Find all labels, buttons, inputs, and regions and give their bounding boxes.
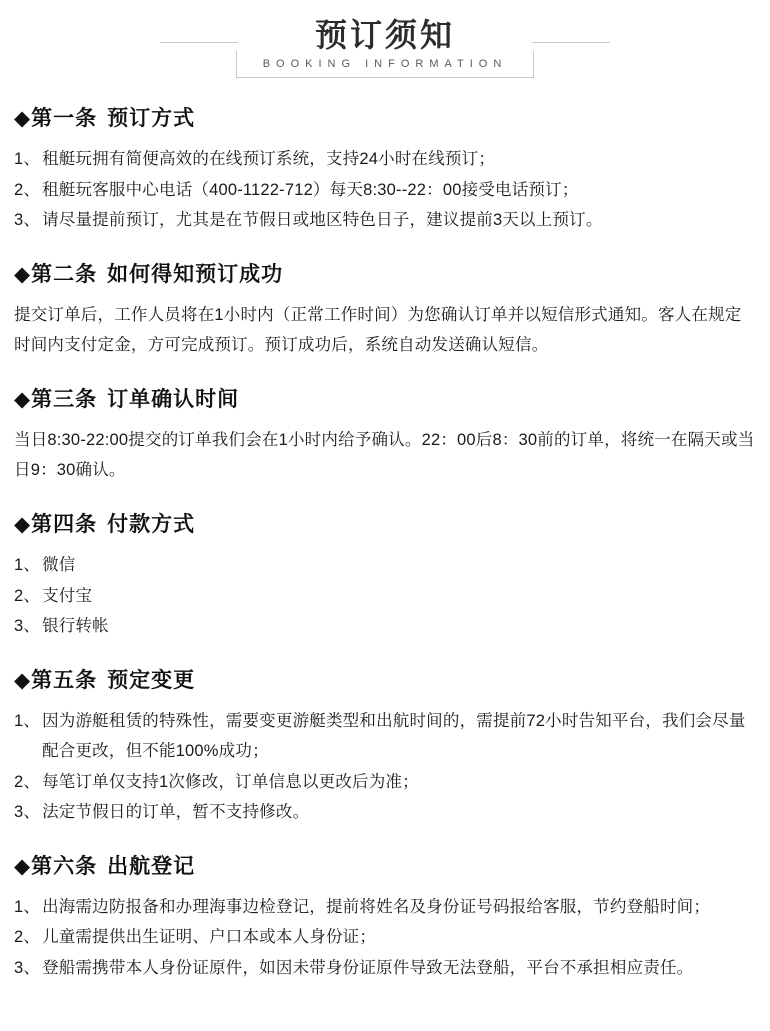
list-item (14, 581, 756, 612)
section-list (14, 706, 756, 828)
section-list (14, 144, 756, 236)
section-heading (14, 258, 756, 288)
section-title: 预定变更 (107, 668, 196, 692)
header-rule-left (160, 42, 238, 43)
section-title: 预订方式 (107, 107, 196, 131)
document-section (14, 258, 756, 361)
list-item-marker: 3、 (14, 803, 41, 822)
section-number: ◆第五条 (14, 668, 98, 692)
list-item (14, 611, 756, 642)
list-item-marker: 1、 (14, 556, 41, 574)
list-item-marker: 3、 (14, 958, 41, 977)
list-item-marker: 2、 (14, 928, 41, 947)
section-number: ◆第二条 (14, 262, 98, 286)
subtitle-box (236, 51, 535, 78)
document-section (14, 383, 756, 486)
list-item (14, 767, 756, 798)
section-number: ◆第六条 (14, 854, 98, 878)
list-item-marker: 2、 (14, 772, 41, 791)
section-list (14, 550, 756, 642)
section-title: 订单确认时间 (107, 387, 240, 411)
section-paragraph: 当日8:30-22:00提交的订单我们会在1小时内给予确认。22：00后8：30前的订单，将统一在隔天或当日9：30确认。 (14, 430, 755, 480)
list-item-marker: 2、 (14, 180, 41, 199)
document-section (14, 508, 756, 642)
page-title: 预订须知 (314, 17, 455, 53)
list-item-text: 因为游艇租赁的特殊性，需要变更游艇类型和出航时间的，需提前72小时告知平台，我们会尽量配合更改，但不能100%成功； (42, 711, 746, 761)
section-number: ◆第四条 (14, 513, 98, 536)
header-inner (236, 16, 535, 78)
list-item-text: 微信 (42, 556, 76, 574)
list-item-text: 支付宝 (42, 586, 93, 605)
section-number: ◆第一条 (14, 107, 98, 131)
section-heading (14, 508, 756, 538)
document-section (14, 102, 756, 236)
list-item (14, 892, 756, 923)
list-item-text: 银行转帐 (42, 617, 109, 636)
section-number: ◆第三条 (14, 387, 98, 411)
list-item-marker: 2、 (14, 586, 41, 605)
document-section (14, 664, 756, 828)
list-item-text: 登船需携带本人身份证原件，如因未带身份证原件导致无法登船，平台不承担相应责任。 (42, 958, 694, 977)
list-item-marker: 1、 (14, 897, 41, 916)
section-heading (14, 664, 756, 694)
list-item-marker: 3、 (14, 617, 41, 636)
list-item-text: 请尽量提前预订，尤其是在节假日或地区特色日子，建议提前3天以上预订。 (42, 211, 603, 230)
list-item (14, 922, 756, 953)
list-item (14, 175, 756, 206)
list-item-text: 每笔订单仅支持1次修改，订单信息以更改后为准； (42, 772, 419, 791)
document-section (14, 850, 756, 984)
section-list (14, 892, 756, 984)
section-body (14, 300, 756, 361)
list-item (14, 706, 756, 767)
list-item-marker: 3、 (14, 211, 41, 230)
section-heading (14, 102, 756, 132)
list-item-text: 出海需边防报备和办理海事边检登记，提前将姓名及身份证号码报给客服，节约登船时间； (42, 897, 711, 916)
list-item-text: 法定节假日的订单，暂不支持修改。 (42, 803, 310, 822)
list-item-marker: 1、 (14, 150, 41, 169)
list-item (14, 550, 756, 581)
document-header (14, 0, 756, 84)
header-rule-right (532, 42, 610, 43)
sections-container (14, 102, 756, 983)
section-title: 出航登记 (107, 854, 196, 878)
section-heading (14, 850, 756, 880)
list-item-marker: 1、 (14, 711, 41, 730)
list-item (14, 144, 756, 175)
section-body (14, 425, 756, 486)
list-item (14, 797, 756, 828)
list-item-text: 租艇玩客服中心电话（400-1122-712）每天8:30--22：00接受电话预订； (42, 180, 579, 199)
list-item (14, 953, 756, 984)
list-item-text: 儿童需提供出生证明、户口本或本人身份证； (42, 928, 377, 947)
section-paragraph: 提交订单后，工作人员将在1小时内（正常工作时间）为您确认订单并以短信形式通知。客人在规定时间内支付定金，方可完成预订。预订成功后，系统自动发送确认短信。 (14, 305, 742, 355)
page-subtitle: BOOKING INFORMATION (262, 58, 508, 71)
section-title: 如何得知预订成功 (107, 262, 284, 286)
list-item-text: 租艇玩拥有简便高效的在线预订系统，支持24小时在线预订； (42, 150, 496, 169)
section-title: 付款方式 (107, 513, 196, 536)
list-item (14, 205, 756, 236)
section-heading (14, 383, 756, 413)
